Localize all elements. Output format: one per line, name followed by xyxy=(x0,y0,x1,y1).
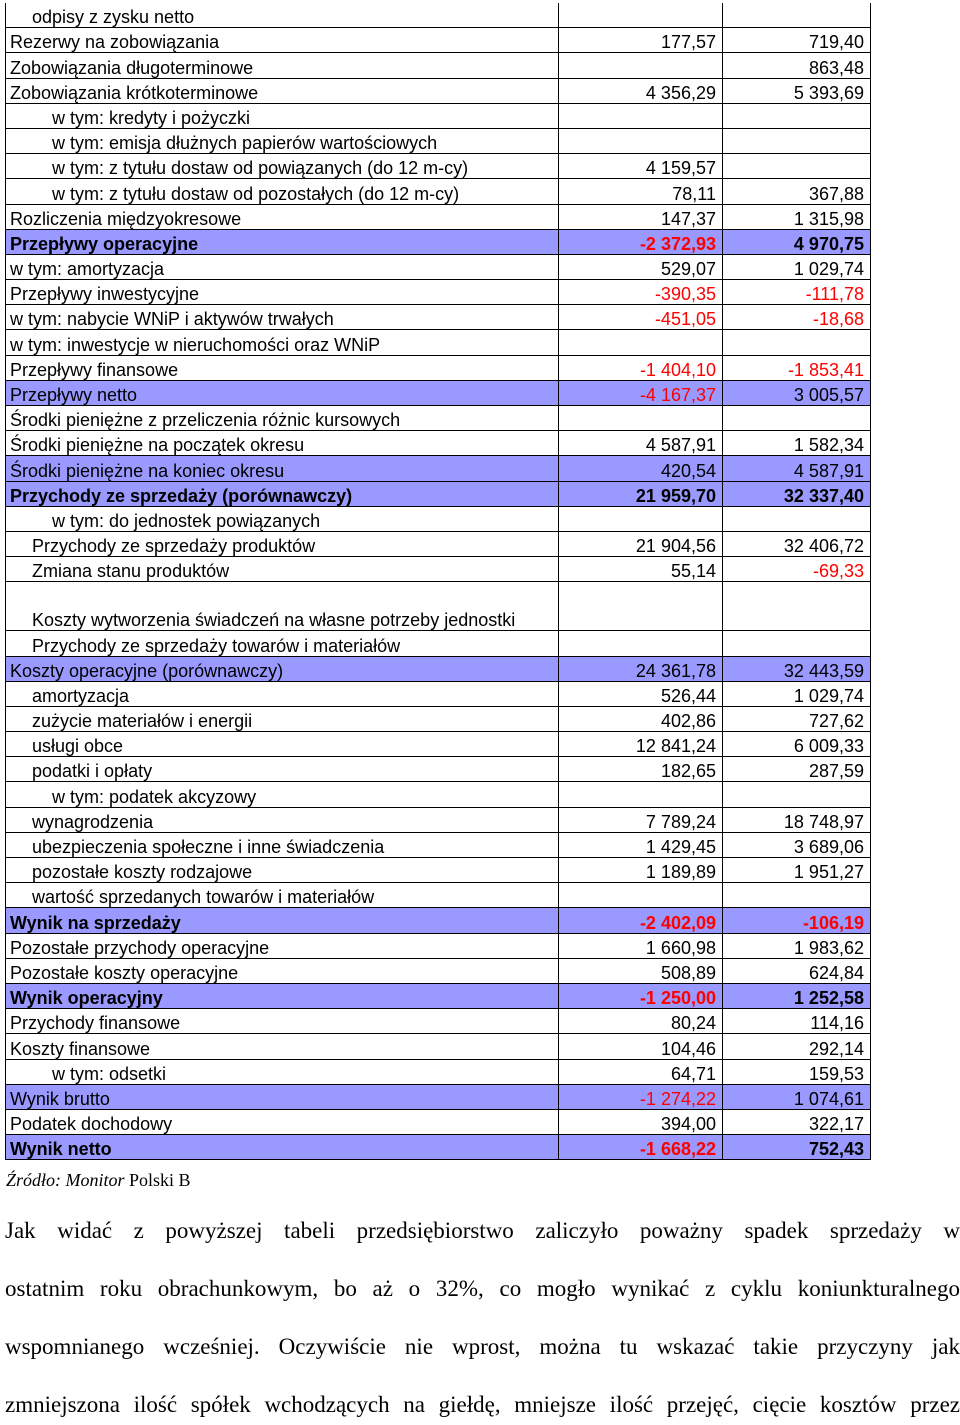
value-current-year xyxy=(723,406,871,431)
table-row xyxy=(6,557,871,582)
value-previous-year: 508,89 xyxy=(559,958,723,983)
row-label: Koszty operacyjne (porównawczy) xyxy=(6,656,559,681)
table-row xyxy=(6,179,871,204)
value-previous-year xyxy=(559,128,723,153)
row-label: w tym: odsetki xyxy=(6,1059,559,1084)
row-label: pozostałe koszty rodzajowe xyxy=(6,858,559,883)
table-row xyxy=(6,582,871,631)
value-previous-year: 1 660,98 xyxy=(559,933,723,958)
row-label: w tym: nabycie WNiP i aktywów trwałych xyxy=(6,305,559,330)
table-row xyxy=(6,1059,871,1084)
row-label: Koszty finansowe xyxy=(6,1034,559,1059)
value-current-year: 18 748,97 xyxy=(723,807,871,832)
value-current-year: 1 951,27 xyxy=(723,858,871,883)
table-row xyxy=(6,908,871,933)
value-current-year: 5 393,69 xyxy=(723,78,871,103)
value-previous-year: 4 587,91 xyxy=(559,431,723,456)
paragraph-line: zmniejszona ilość spółek wchodzących na giełdę, mniejsze ilość przejęć, cięcie kosztów przez xyxy=(5,1392,960,1417)
paragraph-line: Jak widać z powyższej tabeli przedsiębiorstwo zaliczyło poważny spadek sprzedaży w xyxy=(5,1218,960,1243)
table-row xyxy=(6,1135,871,1160)
row-label: ubezpieczenia społeczne i inne świadczenia xyxy=(6,832,559,857)
row-label: amortyzacja xyxy=(6,681,559,706)
row-label: usługi obce xyxy=(6,732,559,757)
table-row xyxy=(6,1034,871,1059)
value-previous-year: 12 841,24 xyxy=(559,732,723,757)
row-label: Rezerwy na zobowiązania xyxy=(6,28,559,53)
table-row xyxy=(6,355,871,380)
table-row xyxy=(6,481,871,506)
value-current-year: 4 970,75 xyxy=(723,229,871,254)
row-label: w tym: z tytułu dostaw od pozostałych (do 12 m-cy) xyxy=(6,179,559,204)
table-row xyxy=(6,380,871,405)
value-previous-year: 394,00 xyxy=(559,1109,723,1134)
paragraph-line: wspomnianego wcześniej. Oczywiście nie wprost, można tu wskazać takie przyczyny jak xyxy=(5,1334,960,1359)
table-row xyxy=(6,933,871,958)
row-label: w tym: podatek akcyzowy xyxy=(6,782,559,807)
value-current-year xyxy=(723,506,871,531)
table-row xyxy=(6,330,871,355)
value-previous-year: 78,11 xyxy=(559,179,723,204)
row-label: Rozliczenia międzyokresowe xyxy=(6,204,559,229)
table-row xyxy=(6,254,871,279)
value-previous-year: 402,86 xyxy=(559,706,723,731)
value-previous-year: -1 250,00 xyxy=(559,983,723,1008)
value-previous-year xyxy=(559,582,723,631)
table-row xyxy=(6,53,871,78)
value-current-year: -111,78 xyxy=(723,280,871,305)
table-row xyxy=(6,154,871,179)
row-label: wartość sprzedanych towarów i materiałów xyxy=(6,883,559,908)
value-current-year: -1 853,41 xyxy=(723,355,871,380)
value-previous-year xyxy=(559,330,723,355)
row-label: Przepływy netto xyxy=(6,380,559,405)
value-current-year: -69,33 xyxy=(723,557,871,582)
value-previous-year: 7 789,24 xyxy=(559,807,723,832)
table-row xyxy=(6,128,871,153)
row-label: Środki pieniężne z przeliczenia różnic kursowych xyxy=(6,406,559,431)
value-previous-year: 55,14 xyxy=(559,557,723,582)
row-label: w tym: emisja dłużnych papierów wartościowych xyxy=(6,128,559,153)
row-label: Przychody ze sprzedaży (porównawczy) xyxy=(6,481,559,506)
financial-table-body xyxy=(6,3,871,1160)
value-current-year: 4 587,91 xyxy=(723,456,871,481)
value-previous-year: -1 274,22 xyxy=(559,1084,723,1109)
value-current-year: 114,16 xyxy=(723,1009,871,1034)
value-current-year: 863,48 xyxy=(723,53,871,78)
value-previous-year: 1 189,89 xyxy=(559,858,723,883)
value-previous-year xyxy=(559,406,723,431)
value-current-year: 32 337,40 xyxy=(723,481,871,506)
table-row xyxy=(6,706,871,731)
value-current-year: 727,62 xyxy=(723,706,871,731)
value-previous-year: 21 904,56 xyxy=(559,531,723,556)
value-previous-year xyxy=(559,883,723,908)
value-current-year: 1 582,34 xyxy=(723,431,871,456)
table-row xyxy=(6,3,871,28)
value-current-year xyxy=(723,154,871,179)
value-previous-year: 182,65 xyxy=(559,757,723,782)
value-previous-year: 177,57 xyxy=(559,28,723,53)
value-previous-year: -4 167,37 xyxy=(559,380,723,405)
table-row xyxy=(6,204,871,229)
value-current-year: 287,59 xyxy=(723,757,871,782)
value-previous-year: -2 372,93 xyxy=(559,229,723,254)
table-row xyxy=(6,531,871,556)
table-row xyxy=(6,958,871,983)
row-label: w tym: amortyzacja xyxy=(6,254,559,279)
table-row xyxy=(6,431,871,456)
row-label: w tym: inwestycje w nieruchomości oraz WNiP xyxy=(6,330,559,355)
row-label: Wynik na sprzedaży xyxy=(6,908,559,933)
row-label: Koszty wytworzenia świadczeń na własne potrzeby jednostki xyxy=(6,582,559,631)
row-label: Zobowiązania krótkoterminowe xyxy=(6,78,559,103)
value-previous-year: -390,35 xyxy=(559,280,723,305)
value-previous-year: -1 404,10 xyxy=(559,355,723,380)
value-current-year: 752,43 xyxy=(723,1135,871,1160)
value-previous-year xyxy=(559,103,723,128)
row-label: Wynik operacyjny xyxy=(6,983,559,1008)
value-current-year: -106,19 xyxy=(723,908,871,933)
source-suffix: Polski B xyxy=(124,1170,191,1190)
value-previous-year: 526,44 xyxy=(559,681,723,706)
value-current-year xyxy=(723,883,871,908)
row-label: w tym: do jednostek powiązanych xyxy=(6,506,559,531)
row-label: Pozostałe przychody operacyjne xyxy=(6,933,559,958)
row-label: zużycie materiałów i energii xyxy=(6,706,559,731)
value-previous-year: -1 668,22 xyxy=(559,1135,723,1160)
row-label: odpisy z zysku netto xyxy=(6,3,559,28)
row-label: w tym: z tytułu dostaw od powiązanych (do 12 m-cy) xyxy=(6,154,559,179)
table-row xyxy=(6,832,871,857)
table-row xyxy=(6,103,871,128)
row-label: podatki i opłaty xyxy=(6,757,559,782)
row-label: Wynik brutto xyxy=(6,1084,559,1109)
row-label: Przychody finansowe xyxy=(6,1009,559,1034)
table-row xyxy=(6,78,871,103)
value-previous-year: 420,54 xyxy=(559,456,723,481)
table-row xyxy=(6,506,871,531)
value-current-year xyxy=(723,330,871,355)
table-row xyxy=(6,656,871,681)
source-note xyxy=(6,1170,191,1191)
value-current-year: 1 029,74 xyxy=(723,681,871,706)
value-current-year: 1 252,58 xyxy=(723,983,871,1008)
row-label: Przepływy inwestycyjne xyxy=(6,280,559,305)
value-previous-year xyxy=(559,506,723,531)
table-row xyxy=(6,1109,871,1134)
value-previous-year: 64,71 xyxy=(559,1059,723,1084)
value-current-year: 3 005,57 xyxy=(723,380,871,405)
value-previous-year xyxy=(559,3,723,28)
value-current-year: 32 406,72 xyxy=(723,531,871,556)
value-current-year: -18,68 xyxy=(723,305,871,330)
value-previous-year: 104,46 xyxy=(559,1034,723,1059)
table-row xyxy=(6,983,871,1008)
table-row xyxy=(6,631,871,656)
paragraph-line: ostatnim roku obrachunkowym, bo aż o 32%, co mogło wynikać z cyklu koniunkturalnego xyxy=(5,1276,960,1301)
value-current-year xyxy=(723,782,871,807)
value-previous-year xyxy=(559,53,723,78)
row-label: Przychody ze sprzedaży towarów i materiałów xyxy=(6,631,559,656)
table-row xyxy=(6,858,871,883)
value-current-year: 367,88 xyxy=(723,179,871,204)
table-row xyxy=(6,305,871,330)
value-current-year: 292,14 xyxy=(723,1034,871,1059)
value-previous-year: 4 356,29 xyxy=(559,78,723,103)
row-label: Przychody ze sprzedaży produktów xyxy=(6,531,559,556)
value-current-year: 719,40 xyxy=(723,28,871,53)
value-previous-year: 147,37 xyxy=(559,204,723,229)
value-current-year: 159,53 xyxy=(723,1059,871,1084)
table-row xyxy=(6,807,871,832)
value-current-year: 6 009,33 xyxy=(723,732,871,757)
row-label: Wynik netto xyxy=(6,1135,559,1160)
value-current-year: 322,17 xyxy=(723,1109,871,1134)
table-row xyxy=(6,782,871,807)
value-previous-year: 529,07 xyxy=(559,254,723,279)
row-label: Przepływy finansowe xyxy=(6,355,559,380)
value-current-year: 624,84 xyxy=(723,958,871,983)
value-current-year xyxy=(723,3,871,28)
row-label: w tym: kredyty i pożyczki xyxy=(6,103,559,128)
value-previous-year: -451,05 xyxy=(559,305,723,330)
value-previous-year xyxy=(559,782,723,807)
value-current-year: 1 074,61 xyxy=(723,1084,871,1109)
table-row xyxy=(6,1084,871,1109)
table-row xyxy=(6,456,871,481)
value-previous-year: 80,24 xyxy=(559,1009,723,1034)
value-previous-year: 21 959,70 xyxy=(559,481,723,506)
table-row xyxy=(6,229,871,254)
row-label: Przepływy operacyjne xyxy=(6,229,559,254)
value-current-year: 1 315,98 xyxy=(723,204,871,229)
table-row xyxy=(6,1009,871,1034)
value-current-year xyxy=(723,582,871,631)
table-row xyxy=(6,732,871,757)
row-label: Środki pieniężne na koniec okresu xyxy=(6,456,559,481)
table-row xyxy=(6,280,871,305)
value-previous-year: 1 429,45 xyxy=(559,832,723,857)
value-previous-year: 24 361,78 xyxy=(559,656,723,681)
value-previous-year: -2 402,09 xyxy=(559,908,723,933)
row-label: Zmiana stanu produktów xyxy=(6,557,559,582)
row-label: Podatek dochodowy xyxy=(6,1109,559,1134)
financial-table xyxy=(5,3,871,1160)
value-current-year xyxy=(723,631,871,656)
table-row xyxy=(6,28,871,53)
table-row xyxy=(6,681,871,706)
value-current-year xyxy=(723,128,871,153)
value-current-year: 1 029,74 xyxy=(723,254,871,279)
value-current-year: 1 983,62 xyxy=(723,933,871,958)
table-row xyxy=(6,883,871,908)
row-label: Środki pieniężne na początek okresu xyxy=(6,431,559,456)
value-current-year: 3 689,06 xyxy=(723,832,871,857)
row-label: wynagrodzenia xyxy=(6,807,559,832)
table-row xyxy=(6,406,871,431)
value-previous-year xyxy=(559,631,723,656)
row-label: Pozostałe koszty operacyjne xyxy=(6,958,559,983)
value-previous-year: 4 159,57 xyxy=(559,154,723,179)
source-prefix: Źródło: Monitor xyxy=(6,1170,125,1190)
table-row xyxy=(6,757,871,782)
value-current-year xyxy=(723,103,871,128)
value-current-year: 32 443,59 xyxy=(723,656,871,681)
row-label: Zobowiązania długoterminowe xyxy=(6,53,559,78)
